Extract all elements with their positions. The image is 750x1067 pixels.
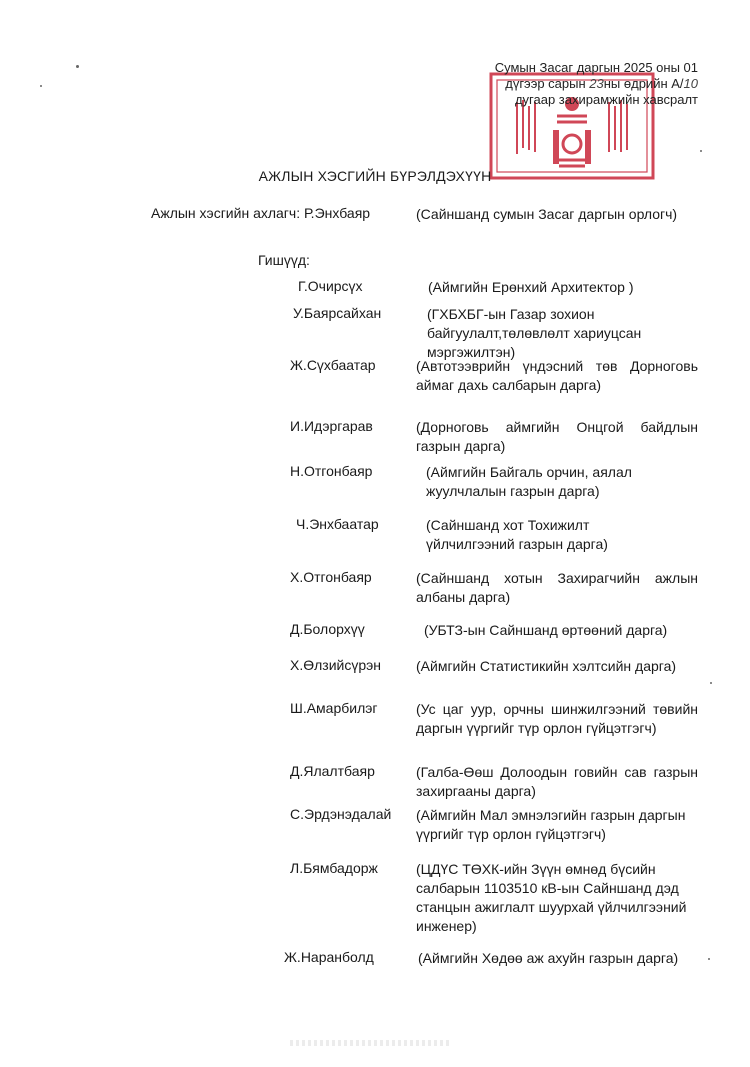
scan-speck [708,958,710,960]
member-position: (Галба-Өөш Долоодын говийн сав газрын захиргааны дарга) [416,764,698,799]
member-position: (ГХБХБГ-ын Газар зохион байгуулалт,төлөвлөлт хариуцсан мэргэжилтэн) [427,306,642,360]
member-name: Х.Өлзийсүрэн [290,657,382,673]
annex-reference [458,60,698,108]
leader-position: (Сайншанд сумын Засаг даргын орлогч) [416,206,678,222]
member-name: С.Эрдэнэдалай [290,806,392,822]
scan-speck [76,65,79,68]
member-position: (Автотээврийн үндэсний төв Дорноговь аймаг дахь салбарын дарга) [416,358,698,393]
annex-line-3: дугаар захирамжийн хавсралт [514,92,698,107]
member-position: (УБТЗ-ын Сайншанд өртөөний дарга) [424,622,668,638]
member-name: Ч.Энхбаатар [296,516,379,532]
member-position: (Аймгийн Хөдөө аж ахуйн газрын дарга) [418,950,679,966]
scan-speck [710,682,712,684]
member-name: Ж.Наранболд [284,949,374,965]
member-position: (Аймгийн Байгаль орчин, аялал жуулчлалын газрын дарга) [426,464,632,499]
member-name: И.Идэргарав [290,418,373,434]
member-name: Д.Болорхүү [290,621,365,637]
member-position: (ЦДҮС ТӨХК-ийн Зүүн өмнөд бүсийн салбарын 1103510 кВ-ын Сайншанд дэд станцын ажиглалт шуурхай үйлчилгээний инженер) [416,861,687,934]
scan-noise [290,1040,450,1046]
member-name: Ж.Сүхбаатар [290,357,376,373]
annex-line-1: Сумын Засаг даргын 2025 оны 01 [494,60,698,75]
scan-speck [40,85,42,87]
member-name: Г.Очирсүх [298,278,363,294]
member-position: (Ус цаг уур, орчны шинжилгээний төвийн даргын үүргийг түр орлон гүйцэтгэгч) [416,701,698,736]
member-name: Л.Бямбадорж [290,860,378,876]
member-position: (Аймгийн Статистикийн хэлтсийн дарга) [416,658,677,674]
member-position: (Аймгийн Мал эмнэлэгийн газрын даргын үүргийг түр орлон гүйцэтгэгч) [416,807,686,842]
leader-name: Ажлын хэсгийн ахлагч: Р.Энхбаяр [151,205,371,221]
members-label: Гишүүд: [258,252,310,268]
document-title: АЖЛЫН ХЭСГИЙН БҮРЭЛДЭХҮҮН [258,168,492,184]
member-position: (Дорноговь аймгийн Онцгой байдлын газрын дарга) [416,419,698,454]
member-position: (Сайншанд хотын Захирагчийн ажлын албаны дарга) [416,570,698,605]
member-name: Ш.Амарбилэг [290,700,378,716]
member-position: (Сайншанд хот Тохижилт үйлчилгээний газрын дарга) [426,517,608,552]
member-name: У.Баярсайхан [293,305,382,321]
member-position: (Аймгийн Ерөнхий Архитектор ) [428,279,634,295]
member-name: Д.Ялалтбаяр [290,763,375,779]
handwritten-day: 23 [589,76,604,91]
handwritten-order-number: 10 [683,76,698,91]
member-name: Н.Отгонбаяр [290,463,373,479]
scan-speck [700,150,702,152]
annex-line-2: дүгээр сарын 23ны өдрийн А/10 [505,76,698,91]
member-name: Х.Отгонбаяр [290,569,372,585]
